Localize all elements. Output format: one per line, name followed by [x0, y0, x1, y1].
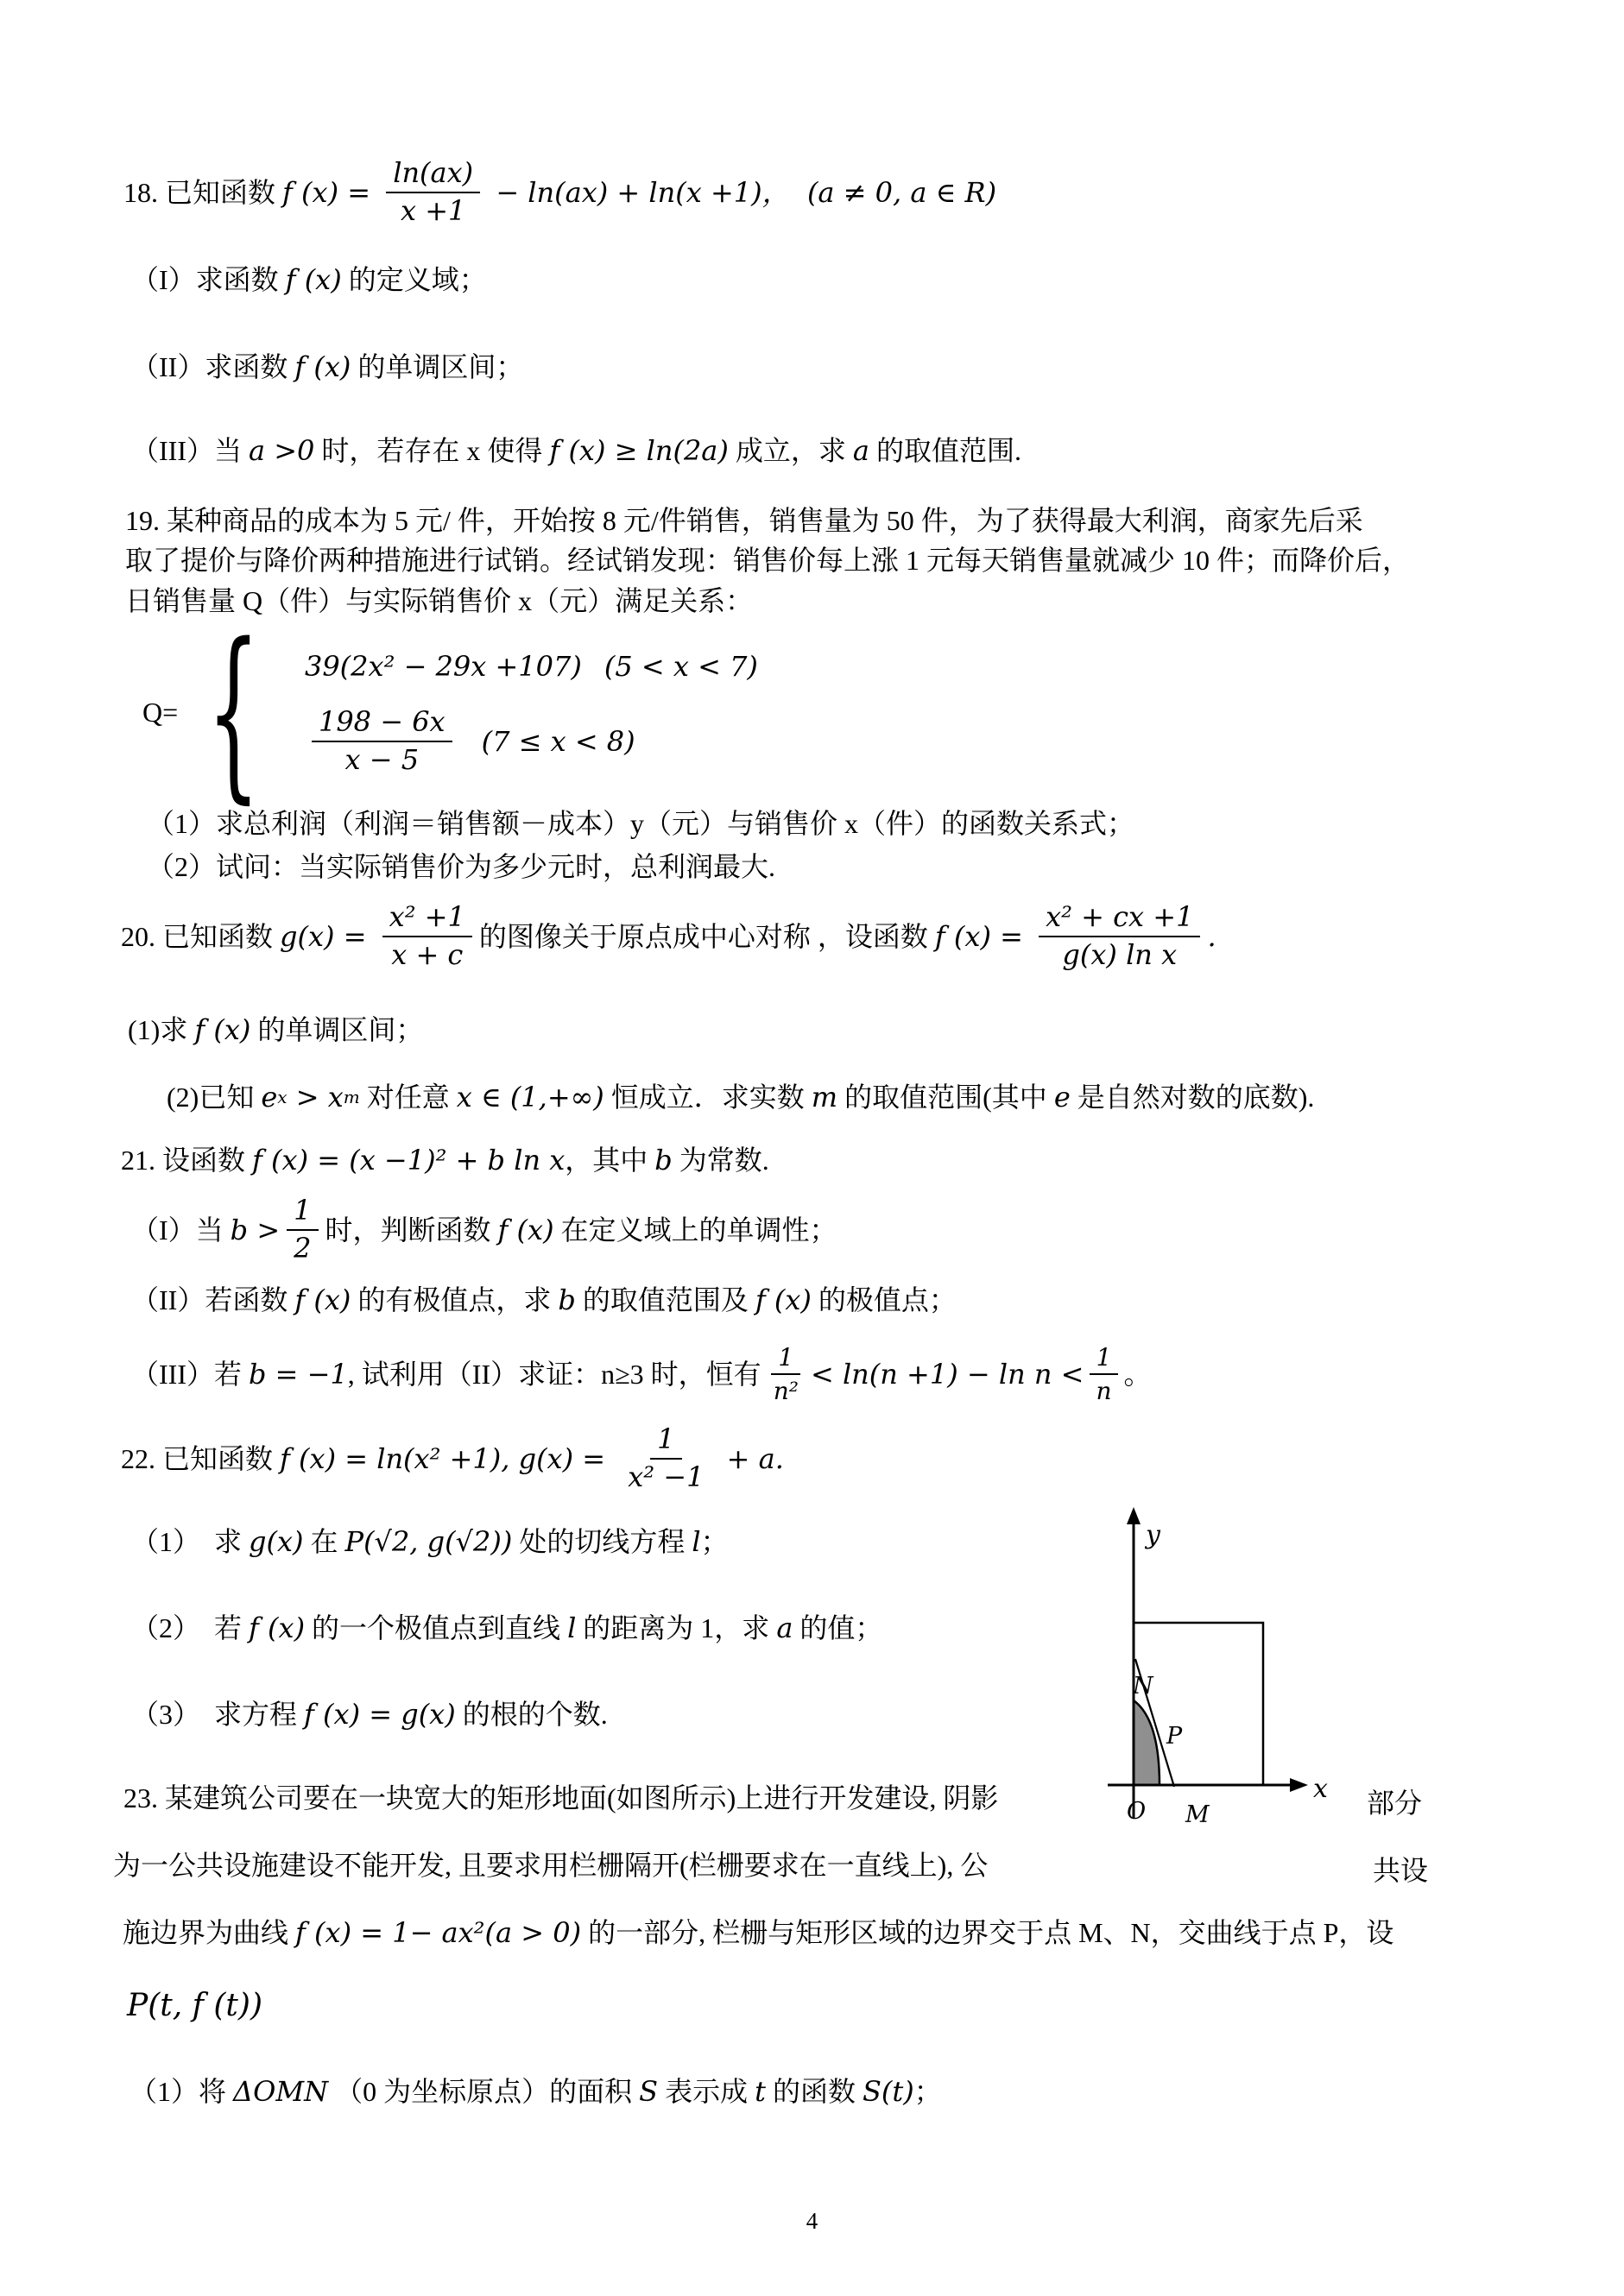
p23-item1-t5: ； — [913, 2076, 942, 2107]
p21-item2-fx2: f (x) — [755, 1284, 812, 1316]
p21-item1-frac-num: 1 — [287, 1195, 318, 1231]
p19-row2-frac-den: x − 5 — [344, 743, 420, 777]
p20-fraction1 — [382, 902, 472, 971]
p21-item3-frac1-den: n² — [773, 1377, 799, 1406]
p20-frac2-num: x² + cx +1 — [1039, 902, 1200, 937]
p18-item2-math: f (x) — [294, 350, 351, 383]
p22-item2-t4: 的值； — [793, 1612, 883, 1643]
p22-item2-t3: 的距离为 1，求 — [576, 1612, 777, 1643]
p23-line1-right-text: 部分 — [1367, 1788, 1423, 1819]
p22-item2 — [131, 1610, 882, 1646]
p19-row1-cond: (5 < x < 7) — [603, 650, 758, 684]
p19-line1 — [125, 502, 1363, 539]
p18-item1 — [131, 262, 487, 298]
p21-item1-frac-den: 2 — [294, 1231, 312, 1265]
p20-frac2-den: g(x) ln x — [1062, 937, 1178, 971]
figure-label-O: O — [1127, 1798, 1147, 1825]
p22-item2-a: a — [776, 1612, 793, 1644]
p18-item3 — [131, 432, 1021, 469]
p22-item3 — [131, 1696, 608, 1732]
p22-item3-eq: f (x) = g(x) — [304, 1698, 456, 1731]
p22-item1-t2: 在 — [303, 1526, 345, 1557]
p20-item2-e2: e — [1053, 1081, 1071, 1113]
p21-item2-t1: （II）若函数 — [131, 1284, 295, 1315]
p22-item1-t3: 处的切线方程 — [512, 1526, 692, 1557]
p20-item2-e-exp: x — [277, 1086, 288, 1107]
p23-item1-t4: 的函数 — [765, 2076, 863, 2107]
p21-item1-post: 在定义域上的单调性； — [553, 1214, 837, 1246]
y-axis-arrow-icon — [1127, 1507, 1141, 1524]
p18-item1-post: 的定义域； — [341, 264, 487, 295]
p21-item3-frac2-den: n — [1096, 1377, 1112, 1406]
p23-line1-text: 23. 某建筑公司要在一块宽大的矩形地面(如图所示)上进行开发建设, 阴影 — [123, 1782, 999, 1813]
p22-item1-gx: g(x) — [249, 1525, 304, 1558]
p20-item1 — [128, 1012, 423, 1048]
p22-item1 — [131, 1523, 729, 1560]
p19-piecewise — [142, 602, 758, 820]
p22-fraction — [621, 1424, 711, 1493]
p23-item1-St: S(t) — [862, 2075, 914, 2108]
p21-item1-pre: （I）当 — [131, 1214, 231, 1246]
figure-label-P: P — [1166, 1723, 1183, 1750]
p23-line3-t1: 施边界为曲线 — [123, 1917, 296, 1948]
figure-label-y: y — [1146, 1520, 1160, 1550]
p20-fx-equals: f (x) = — [934, 919, 1033, 953]
p22-frac-num: 1 — [650, 1424, 681, 1460]
p20-item2-t5: 是自然对数的底数). — [1070, 1082, 1315, 1113]
p23-line2-right-text: 共设 — [1373, 1855, 1429, 1886]
p23-point-line — [127, 1985, 262, 2027]
p18-item3-m3: a — [852, 434, 869, 467]
p21-item2-t3: 的取值范围及 — [575, 1284, 755, 1315]
p20-item2-t4: 的取值范围(其中 — [837, 1082, 1054, 1113]
p20-item2-e: e — [261, 1081, 278, 1113]
p19-line2-text: 取了提价与降价两种措施进行试销。经试销发现：销售价每上涨 1 元每天销售量就减少 10 件；而降价后， — [125, 545, 1411, 576]
p18-item3-m1: a >0 — [248, 434, 315, 467]
p21-item3-frac2-num: 1 — [1090, 1344, 1119, 1375]
p23-line2-text: 为一公共设施建设不能开发, 且要求用栏栅隔开(栏栅要求在一直线上), 公 — [113, 1850, 989, 1881]
p21-item1-mid: 时，判断函数 — [325, 1214, 498, 1246]
figure-label-N: N — [1133, 1673, 1153, 1700]
p21-item1-bgt: b > — [230, 1213, 281, 1246]
p22-number-text: 22. 已知函数 — [121, 1442, 281, 1474]
p23-figure — [1092, 1502, 1351, 1839]
p21-item1-fraction — [287, 1195, 318, 1265]
p23-item1-t1: （1）将 — [130, 2076, 234, 2107]
p19-item2-text: （2）试问：当实际销售价为多少元时，总利润最大. — [147, 851, 776, 882]
p21-item3-fraction1 — [767, 1344, 806, 1405]
p18-formula-rest: − ln(ax) + ln(x +1)， (a ≠ 0, a ∈ R) — [487, 175, 997, 209]
figure-label-M: M — [1185, 1801, 1210, 1828]
p21-item3-fraction2 — [1089, 1344, 1118, 1405]
p19-line2 — [125, 542, 1410, 578]
p18-number-text: 18. 已知函数 — [123, 176, 283, 208]
p23-line3-formula: f (x) = 1− ax²(a > 0) — [295, 1916, 582, 1949]
figure-label-x: x — [1313, 1774, 1328, 1804]
p22-item2-t1: （2） 若 — [131, 1612, 250, 1643]
p18-item3-t2: 时，若存在 x 使得 — [314, 435, 550, 466]
p22-item1-t1: （1） 求 — [131, 1526, 250, 1557]
p21-mid-text: ，其中 — [565, 1145, 655, 1176]
p19-line3-text: 日销售量 Q（件）与实际销售价 x（元）满足关系： — [125, 585, 754, 616]
p23-item1-S: S — [639, 2075, 659, 2108]
p18-intro-line — [123, 158, 996, 227]
p21-formula: f (x) = (x −1)² + b ln x — [252, 1144, 566, 1176]
p18-frac-den: x +1 — [400, 193, 466, 227]
p23-line3-t2: 的一部分, 栏栅与矩形区域的边界交于点 M、N，交曲线于点 P，设 — [581, 1917, 1394, 1948]
p22-item2-l: l — [567, 1612, 577, 1644]
p19-item2 — [147, 848, 775, 885]
p20-frac1-num: x² +1 — [382, 902, 472, 937]
p20-item2-t1: (2)已知 — [167, 1082, 262, 1113]
p20-item1-math: f (x) — [194, 1013, 251, 1046]
p23-line2-right — [1373, 1852, 1428, 1889]
p21-item3-ineq: < ln(n +1) − ln n < — [810, 1358, 1084, 1391]
p21-item2 — [131, 1282, 957, 1318]
p22-formula-right: + a. — [717, 1441, 784, 1475]
p20-period: . — [1207, 919, 1216, 953]
p18-item3-t3: 成立，求 — [728, 435, 853, 466]
p20-item2-t2: 对任意 — [359, 1082, 457, 1113]
p21-intro-line — [121, 1142, 769, 1178]
p21-item2-fx1: f (x) — [294, 1284, 351, 1316]
p22-item1-l: l — [692, 1525, 701, 1558]
p19-piecewise-row2 — [305, 707, 758, 776]
p23-line1-right — [1367, 1785, 1422, 1821]
p21-item1 — [131, 1195, 837, 1265]
p19-piecewise-rows — [305, 648, 758, 776]
p18-frac-num: ln(ax) — [386, 158, 480, 193]
p23-item1 — [130, 2073, 942, 2110]
p22-frac-den: x² −1 — [628, 1460, 705, 1493]
p20-intro-line — [121, 902, 1216, 971]
page-number: 4 — [806, 2208, 818, 2234]
p19-item1 — [147, 805, 1134, 842]
p21-item3-t1: （III）若 — [131, 1359, 249, 1391]
p21-item3-beq: b = −1 — [248, 1358, 348, 1391]
p23-point-P: P(t, f (t)) — [127, 1988, 262, 2023]
p22-item3-t2: 的根的个数. — [455, 1699, 608, 1730]
p21-b: b — [654, 1144, 673, 1176]
p22-item2-t2: 的一个极值点到直线 — [305, 1612, 568, 1643]
p23-item1-t: t — [755, 2075, 766, 2108]
p19-row2-fraction — [312, 707, 452, 776]
p22-intro-line — [121, 1424, 784, 1493]
p19-piecewise-row1 — [305, 648, 758, 684]
p19-row2-cond: (7 ≤ x < 8) — [481, 724, 635, 758]
p20-item1-post: 的单调区间； — [250, 1014, 424, 1045]
p22-item2-fx: f (x) — [249, 1612, 306, 1644]
p23-item1-t2: （0 为坐标原点）的面积 — [328, 2076, 640, 2107]
p18-item2-post: 的单调区间； — [351, 351, 524, 382]
p21-item2-b: b — [558, 1284, 576, 1316]
p20-number-text: 20. 已知函数 — [121, 920, 281, 952]
p18-item3-t4: 的取值范围. — [869, 435, 1021, 466]
p18-item3-m2: f (x) ≥ ln(2a) — [549, 434, 729, 467]
p23-line3 — [123, 1914, 1393, 1951]
p22-item1-point: P(√2, g(√2)) — [344, 1525, 513, 1558]
p19-row2-frac-num: 198 − 6x — [312, 707, 452, 742]
p21-item3 — [131, 1344, 1152, 1405]
p18-item2 — [131, 349, 523, 385]
p21-item3-t2: , 试利用（II）求证：n≥3 时，恒有 — [347, 1359, 761, 1391]
p22-formula-left: f (x) = ln(x² +1), g(x) = — [280, 1441, 615, 1475]
p20-gx-equals: g(x) = — [280, 919, 376, 953]
p18-fraction — [386, 158, 480, 227]
p21-end-text: 为常数. — [672, 1145, 769, 1176]
p23-item1-omn: ΔOMN — [233, 2075, 329, 2108]
p21-item3-t3: 。 — [1123, 1359, 1152, 1391]
p22-item1-t4: ； — [700, 1526, 729, 1557]
piecewise-brace: { — [206, 602, 261, 820]
p21-item3-frac1-num: 1 — [771, 1344, 800, 1375]
p20-frac1-den: x + c — [391, 937, 464, 971]
p18-item3-t1: （III）当 — [131, 435, 249, 466]
p18-item1-pre: （I）求函数 — [131, 264, 286, 295]
p21-number-text: 21. 设函数 — [121, 1145, 253, 1176]
p20-item2-gt-x: > x — [287, 1081, 344, 1113]
p23-item1-t3: 表示成 — [658, 2076, 755, 2107]
p19-item1-text: （1）求总利润（利润＝销售额－成本）y（元）与销售价 x（件）的函数关系式； — [147, 808, 1135, 839]
p23-line2 — [113, 1847, 988, 1883]
p20-item1-pre: (1)求 — [128, 1014, 195, 1045]
p20-item2-m: m — [811, 1081, 838, 1113]
p22-item3-t1: （3） 求方程 — [131, 1699, 305, 1730]
p18-fx-equals: f (x) = — [282, 175, 380, 209]
p21-item1-fx: f (x) — [497, 1213, 554, 1246]
p19-row1-expr: 39(2x² − 29x +107) — [304, 650, 582, 684]
p20-item2-m-exp: m — [343, 1086, 360, 1107]
x-axis-arrow-icon — [1290, 1778, 1308, 1792]
p20-item2 — [167, 1079, 1314, 1115]
p23-line1 — [123, 1780, 998, 1816]
p21-item2-t2: 的有极值点，求 — [351, 1284, 559, 1315]
p20-fraction2 — [1039, 902, 1200, 971]
p18-item1-math: f (x) — [285, 263, 342, 296]
p20-item2-t3: 恒成立．求实数 — [603, 1082, 812, 1113]
p18-item2-pre: （II）求函数 — [131, 351, 295, 382]
p21-item2-t4: 的极值点； — [811, 1284, 957, 1315]
p20-mid-text: 的图像关于原点成中心对称 ，设函数 — [478, 920, 935, 952]
p20-item2-domain: x ∈ (1,+∞) — [456, 1081, 604, 1113]
p19-line1-text: 19. 某种商品的成本为 5 元/ 件，开始按 8 元/件销售，销售量为 50 件，为了获得最大利润，商家先后采 — [125, 505, 1363, 536]
p19-q-label: Q= — [142, 696, 186, 728]
